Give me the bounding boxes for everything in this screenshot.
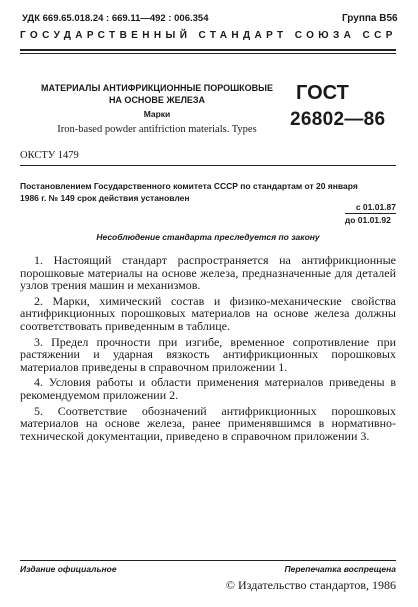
footer-rule: [20, 560, 396, 561]
official-edition-label: Издание официальное: [20, 564, 117, 574]
reprint-prohibited-label: Перепечатка воспрещена: [284, 564, 396, 574]
body-paragraph: 4. Условия работы и области применения материалов приведены в рекомендуемом приложении 2.: [20, 375, 396, 402]
copyright-notice: © Издательство стандартов, 1986: [225, 578, 396, 592]
header-rule-thin: [20, 53, 396, 54]
title-line-1: МАТЕРИАЛЫ АНТИФРИКЦИОННЫЕ ПОРОШКОВЫЕ: [41, 83, 273, 93]
body-paragraph: 3. Предел прочности при изгибе, временное сопротивление при растяжении и ударная вязкость антифрикционных порошковых материалов приведены в справочном приложении 1.: [20, 334, 396, 374]
gost-number: 26802—86: [290, 109, 386, 130]
date-to: до 01.01.92: [344, 215, 391, 225]
udk-code: УДК 669.65.018.24 : 669.11—492 : 006.354: [22, 13, 209, 24]
body-paragraph: 2. Марки, химический состав и физико-механические свойства антифрикционных порошковых материалов на основе железа должны соответствовать приведенным в таблице.: [20, 293, 396, 333]
decree-line-2: 1986 г. № 149 срок действия установлен: [20, 193, 190, 203]
gov-standard-banner: ГОСУДАРСТВЕННЫЙ СТАНДАРТ СОЮЗА ССР: [20, 30, 397, 41]
body-paragraph: 1. Настоящий стандарт распространяется на антифрикционные порошковые материалы на основе железа, предназначенные для деталей узлов трения машин и механизмов.: [20, 253, 396, 293]
document-body: [20, 254, 396, 445]
decree-text: [20, 180, 396, 204]
date-from: с 01.01.87: [345, 202, 396, 214]
document-subtitle: Марки: [143, 109, 171, 119]
validity-dates: [345, 202, 396, 226]
okstu-rule: [20, 165, 396, 166]
header-rule-thick: [20, 49, 396, 51]
document-title: [20, 82, 294, 106]
gost-label: ГОСТ: [296, 82, 349, 104]
group-code: Группа В56: [342, 13, 398, 24]
okstu-code: ОКСТУ 1479: [20, 150, 79, 161]
decree-line-1: Постановлением Государственного комитета СССР по стандартам от 20 января: [20, 181, 358, 191]
body-paragraph: 5. Соответствие обозначений антифрикционных порошковых материалов на основе железа, ранее применявшимся в нормативно-технической документации, приведено в справочном приложении 3.: [20, 403, 396, 443]
nonobservance-notice: Несоблюдение стандарта преследуется по закону: [96, 232, 320, 242]
english-title: Iron-based powder antifriction materials. Types: [57, 124, 257, 135]
title-line-2: НА ОСНОВЕ ЖЕЛЕЗА: [108, 95, 206, 105]
